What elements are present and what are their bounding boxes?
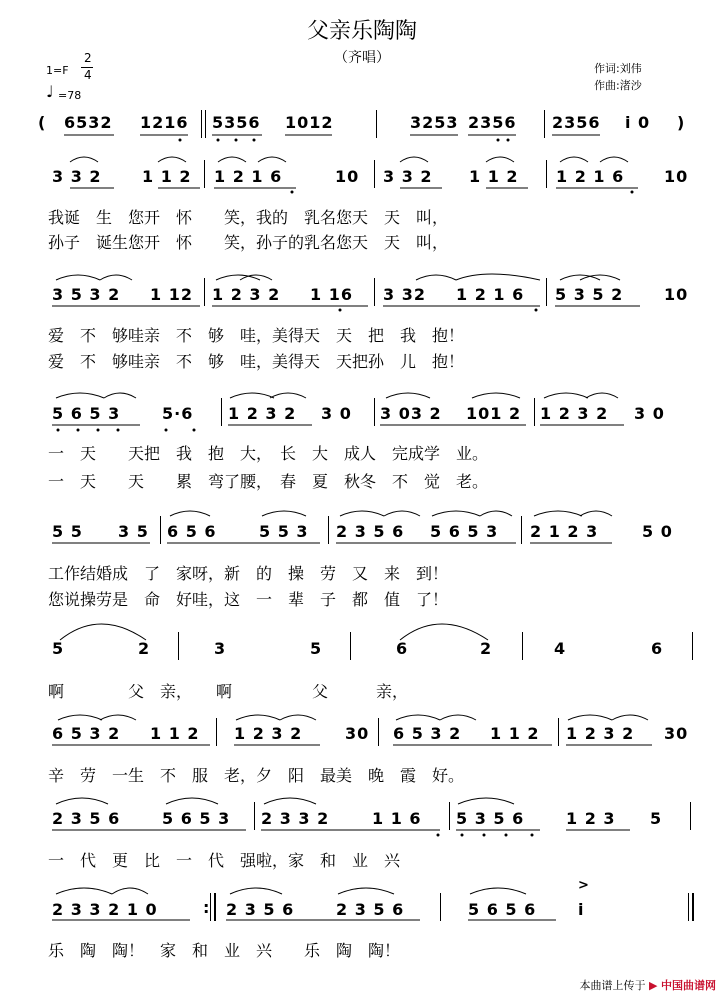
barline — [546, 160, 547, 188]
note-group: 1 1 2 — [469, 167, 519, 186]
note: 2 — [480, 639, 493, 658]
lyric-line-2: 爱 不 够哇亲 不 够 哇，美得天 天把孙 儿 抱！ — [48, 352, 465, 371]
note-group: 3 0 — [321, 404, 352, 423]
lyric-line-1: 乐 陶 陶！ 家 和 业 兴 乐 陶 陶！ — [48, 941, 401, 960]
note-group: 1216 — [140, 113, 189, 132]
note-group: 3253 — [410, 113, 459, 132]
barline — [328, 516, 329, 544]
time-signature-top: 2 — [84, 51, 92, 65]
note: 5 — [52, 639, 65, 658]
barline — [544, 110, 545, 138]
note-group: 5 3 5 6 — [456, 809, 525, 828]
barline — [546, 278, 547, 306]
footer-brand[interactable]: 中国曲谱网 — [661, 979, 716, 992]
lyric-line-2: 您说操劳是 命 好哇，这 一 辈 子 都 值 了！ — [48, 590, 449, 609]
note-group: 2 3 5 6 — [336, 900, 405, 919]
barline — [205, 110, 206, 138]
note-group: 3 3 2 — [52, 167, 102, 186]
note: 6 — [651, 639, 664, 658]
barline — [440, 893, 441, 921]
note-group: 1 12 — [150, 285, 193, 304]
composer-credit: 作曲:渚沙 — [594, 79, 642, 92]
barline — [374, 160, 375, 188]
repeat-sign: : — [203, 898, 211, 917]
note-group: 5356 — [212, 113, 261, 132]
lyric-line-1: 我诞 生 您开 怀 笑，我的 乳名您天 天 叫， — [48, 208, 449, 227]
barline — [688, 893, 689, 921]
note-group: 5 5 — [52, 522, 83, 541]
barline — [201, 110, 202, 138]
barline — [221, 398, 222, 426]
barline — [558, 718, 559, 746]
note-group: 5 5 3 — [259, 522, 309, 541]
lyric-line-1: 爱 不 够哇亲 不 够 哇，美得天 天 把 我 抱！ — [48, 326, 465, 345]
note-group: 10 — [335, 167, 360, 186]
note-group: 5 6 5 3 — [162, 809, 231, 828]
barline — [534, 398, 535, 426]
note-group: 5 3 5 2 — [555, 285, 624, 304]
note-group: 2 3 3 2 — [261, 809, 330, 828]
note-group: 30 — [664, 724, 689, 743]
footer-prefix: 本曲谱上传于 — [579, 979, 646, 992]
lyric-line-1: 辛 劳 一生 不 服 老，夕 阳 最美 晚 霞 好。 — [48, 766, 465, 785]
barline — [254, 802, 255, 830]
barline — [214, 893, 216, 921]
song-subtitle: （齐唱） — [334, 50, 390, 66]
note-group: 6532 — [64, 113, 113, 132]
note-group: 3 5 3 2 — [52, 285, 121, 304]
footer-credit — [580, 977, 716, 993]
site-logo-icon: ▶ — [649, 979, 658, 992]
note-group: 1 2 3 2 — [566, 724, 635, 743]
note-group: 1 2 3 2 — [540, 404, 609, 423]
note-group: 1 2 3 — [566, 809, 616, 828]
note-group: 1012 — [285, 113, 334, 132]
barline — [210, 893, 211, 921]
lyric-line-1: 啊 父 亲， 啊 父 亲， — [48, 682, 409, 701]
lyricist-credit: 作词:刘伟 — [594, 62, 642, 75]
note: 2 — [138, 639, 151, 658]
note-group: 3 03 2 — [380, 404, 442, 423]
note-group: 30 — [345, 724, 370, 743]
note-group: 1 2 1 6 — [556, 167, 625, 186]
barline — [378, 718, 379, 746]
barline — [376, 110, 377, 138]
note-group: 2 3 5 6 — [52, 809, 121, 828]
note-group: 2 3 5 6 — [226, 900, 295, 919]
barline — [374, 278, 375, 306]
note-group: 1 1 6 — [372, 809, 422, 828]
note-group: 1 2 3 2 — [234, 724, 303, 743]
note-group: 1 2 1 6 — [214, 167, 283, 186]
lyric-line-1: 一 天 天把 我 抱 大， 长 大 成人 完成学 业。 — [48, 444, 489, 463]
close-paren: ) — [677, 113, 686, 132]
barline — [449, 802, 450, 830]
note: 4 — [554, 639, 567, 658]
note-group: 5 — [650, 809, 663, 828]
lyric-line-2: 孙子 诞生您开 怀 笑，孙子的乳名您天 天 叫， — [48, 233, 449, 252]
note-group: 2 1 2 3 — [530, 522, 599, 541]
tempo-marking: =78 — [58, 89, 82, 102]
note-group: 5 6 5 6 — [468, 900, 537, 919]
note-group: 2356 — [552, 113, 601, 132]
barline — [374, 398, 375, 426]
note-group: 5 6 5 3 — [430, 522, 499, 541]
lyric-line-2: 一 天 天 累 弯了腰， 春 夏 秋冬 不 觉 老。 — [48, 472, 489, 491]
note-group: 6 5 6 — [167, 522, 217, 541]
accent-mark: > — [578, 878, 590, 893]
note-group: 3 5 — [118, 522, 149, 541]
note-group: 1 1 2 — [150, 724, 200, 743]
note-group: 3 3 2 — [383, 167, 433, 186]
barline — [204, 278, 205, 306]
note-group: 101 2 — [466, 404, 522, 423]
note-group: 1 2 3 2 — [212, 285, 281, 304]
note-group: 3 0 — [634, 404, 665, 423]
final-barline — [692, 893, 694, 921]
note-group: 2 3 5 6 — [336, 522, 405, 541]
open-paren: ( — [38, 113, 47, 132]
barline — [160, 516, 161, 544]
barline — [350, 632, 351, 660]
note-group: i 0 — [625, 113, 651, 132]
key-signature: 1=F — [46, 64, 69, 77]
note-group: 6 5 3 2 — [52, 724, 121, 743]
barline — [692, 632, 693, 660]
lyric-line-1: 工作结婚成 了 家呀，新 的 操 劳 又 来 到！ — [48, 564, 449, 583]
note: 5 — [310, 639, 323, 658]
note-group: 3 32 — [383, 285, 426, 304]
note: 6 — [396, 639, 409, 658]
barline — [178, 632, 179, 660]
barline — [204, 160, 205, 188]
note-group: 2 3 3 2 1 0 — [52, 900, 158, 919]
note-group: 1 2 3 2 — [228, 404, 297, 423]
barline — [522, 632, 523, 660]
barline — [690, 802, 691, 830]
note-group: 2356 — [468, 113, 517, 132]
note-group: 1 1 2 — [142, 167, 192, 186]
note-group: 10 — [664, 167, 689, 186]
lyric-line-1: 一 代 更 比 一 代 强啦，家 和 业 兴 — [48, 851, 401, 870]
note-group: 5 0 — [642, 522, 673, 541]
note-group: 1 1 2 — [490, 724, 540, 743]
barline — [216, 718, 217, 746]
quarter-note-icon: ♩ — [46, 82, 54, 101]
note-group: 5·6 — [162, 404, 194, 423]
note-group: 10 — [664, 285, 689, 304]
note-group: 1 2 1 6 — [456, 285, 525, 304]
time-signature-bottom: 4 — [84, 68, 92, 82]
note-group: i — [578, 900, 585, 919]
song-title: 父亲乐陶陶 — [306, 19, 417, 44]
note-group: 6 5 3 2 — [393, 724, 462, 743]
note: 3 — [214, 639, 227, 658]
note-group: 1 16 — [310, 285, 353, 304]
barline — [521, 516, 522, 544]
note-group: 5 6 5 3 — [52, 404, 121, 423]
